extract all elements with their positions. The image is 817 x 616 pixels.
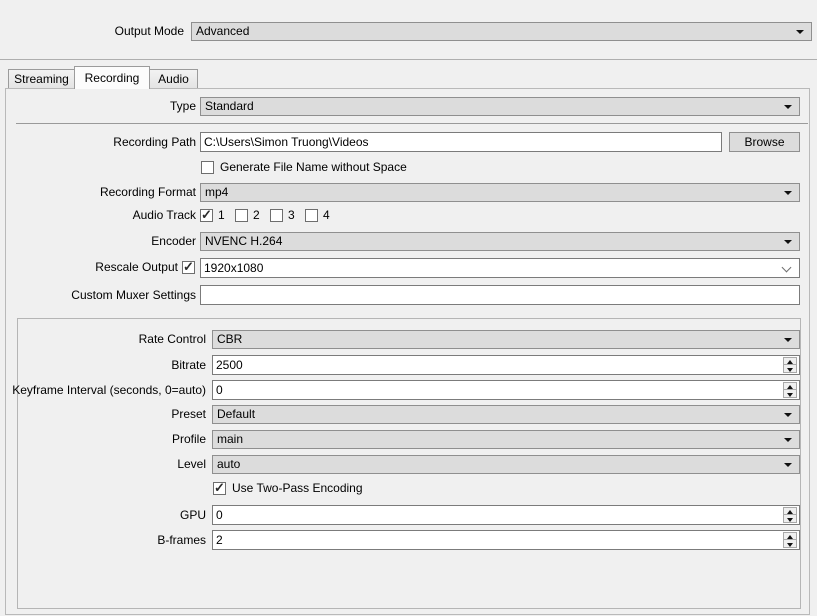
bframes-input[interactable] bbox=[213, 531, 785, 549]
encoder-label: Encoder bbox=[151, 234, 196, 248]
two-pass-label: Use Two-Pass Encoding bbox=[232, 481, 363, 495]
two-pass-checkbox[interactable] bbox=[213, 482, 226, 495]
spin-down-button[interactable] bbox=[783, 389, 797, 398]
chevron-down-icon bbox=[784, 413, 792, 417]
bitrate-label: Bitrate bbox=[171, 358, 206, 372]
audio-track-4-label: 4 bbox=[323, 208, 330, 222]
recording-path-label: Recording Path bbox=[113, 135, 196, 149]
audio-track-label: Audio Track bbox=[132, 208, 196, 222]
chevron-down-icon bbox=[784, 438, 792, 442]
chevron-down-icon bbox=[782, 263, 792, 273]
custom-muxer-input[interactable] bbox=[200, 285, 800, 305]
rate-control-select[interactable] bbox=[212, 330, 800, 349]
recording-format-select[interactable] bbox=[200, 183, 800, 202]
tab-recording[interactable]: Recording bbox=[74, 66, 150, 89]
type-select[interactable] bbox=[200, 97, 800, 116]
type-label: Type bbox=[169, 99, 196, 113]
tab-streaming[interactable]: Streaming bbox=[8, 69, 75, 89]
recording-format-value: mp4 bbox=[205, 185, 229, 199]
profile-label: Profile bbox=[171, 432, 206, 446]
level-label: Level bbox=[177, 457, 206, 471]
tab-audio[interactable]: Audio bbox=[149, 69, 198, 89]
generate-no-space-label: Generate File Name without Space bbox=[220, 160, 407, 174]
spin-down-button[interactable] bbox=[783, 539, 797, 548]
gpu-input[interactable] bbox=[213, 506, 785, 524]
audio-track-2-label: 2 bbox=[253, 208, 260, 222]
rescale-resolution-input[interactable] bbox=[201, 259, 781, 277]
preset-select[interactable] bbox=[212, 405, 800, 424]
type-value: Standard bbox=[205, 99, 254, 113]
recording-path-input[interactable] bbox=[200, 132, 722, 152]
audio-track-1-checkbox[interactable] bbox=[200, 209, 213, 222]
level-select[interactable] bbox=[212, 455, 800, 474]
chevron-down-icon bbox=[784, 463, 792, 467]
output-mode-label: Output Mode bbox=[114, 24, 184, 38]
output-mode-select[interactable] bbox=[191, 22, 812, 41]
chevron-down-icon bbox=[784, 191, 792, 195]
rescale-output-checkbox[interactable] bbox=[182, 261, 195, 274]
keyframe-interval-spinbox[interactable] bbox=[212, 380, 800, 400]
spin-down-button[interactable] bbox=[783, 364, 797, 373]
bframes-label: B-frames bbox=[157, 533, 206, 547]
encoder-select[interactable] bbox=[200, 232, 800, 251]
gpu-label: GPU bbox=[179, 508, 206, 522]
keyframe-interval-label: Keyframe Interval (seconds, 0=auto) bbox=[12, 383, 206, 397]
rescale-output-label: Rescale Output bbox=[95, 260, 178, 274]
top-divider bbox=[0, 59, 817, 60]
rate-control-value: CBR bbox=[217, 332, 243, 346]
chevron-down-icon bbox=[796, 30, 804, 34]
browse-button[interactable]: Browse bbox=[729, 132, 800, 152]
profile-select[interactable] bbox=[212, 430, 800, 449]
chevron-down-icon bbox=[784, 338, 792, 342]
audio-track-4-checkbox[interactable] bbox=[305, 209, 318, 222]
output-mode-value: Advanced bbox=[196, 24, 250, 38]
audio-track-3-label: 3 bbox=[288, 208, 295, 222]
chevron-down-icon bbox=[784, 240, 792, 244]
preset-label: Preset bbox=[171, 407, 206, 421]
level-value: auto bbox=[217, 457, 241, 471]
audio-track-3-checkbox[interactable] bbox=[270, 209, 283, 222]
bitrate-spinbox[interactable] bbox=[212, 355, 800, 375]
audio-track-2-checkbox[interactable] bbox=[235, 209, 248, 222]
recording-format-label: Recording Format bbox=[99, 185, 196, 199]
generate-no-space-checkbox[interactable] bbox=[201, 161, 214, 174]
encoder-value: NVENC H.264 bbox=[205, 234, 283, 248]
preset-value: Default bbox=[217, 407, 256, 421]
custom-muxer-label: Custom Muxer Settings bbox=[71, 288, 196, 302]
bitrate-input[interactable] bbox=[213, 356, 785, 374]
keyframe-interval-input[interactable] bbox=[213, 381, 785, 399]
section-divider bbox=[16, 123, 808, 124]
gpu-spinbox[interactable] bbox=[212, 505, 800, 525]
spin-down-button[interactable] bbox=[783, 514, 797, 523]
bframes-spinbox[interactable] bbox=[212, 530, 800, 550]
profile-value: main bbox=[217, 432, 244, 446]
rate-control-label: Rate Control bbox=[138, 332, 206, 346]
rescale-resolution-combobox[interactable] bbox=[200, 258, 800, 278]
audio-track-1-label: 1 bbox=[218, 208, 225, 222]
chevron-down-icon bbox=[784, 105, 792, 109]
